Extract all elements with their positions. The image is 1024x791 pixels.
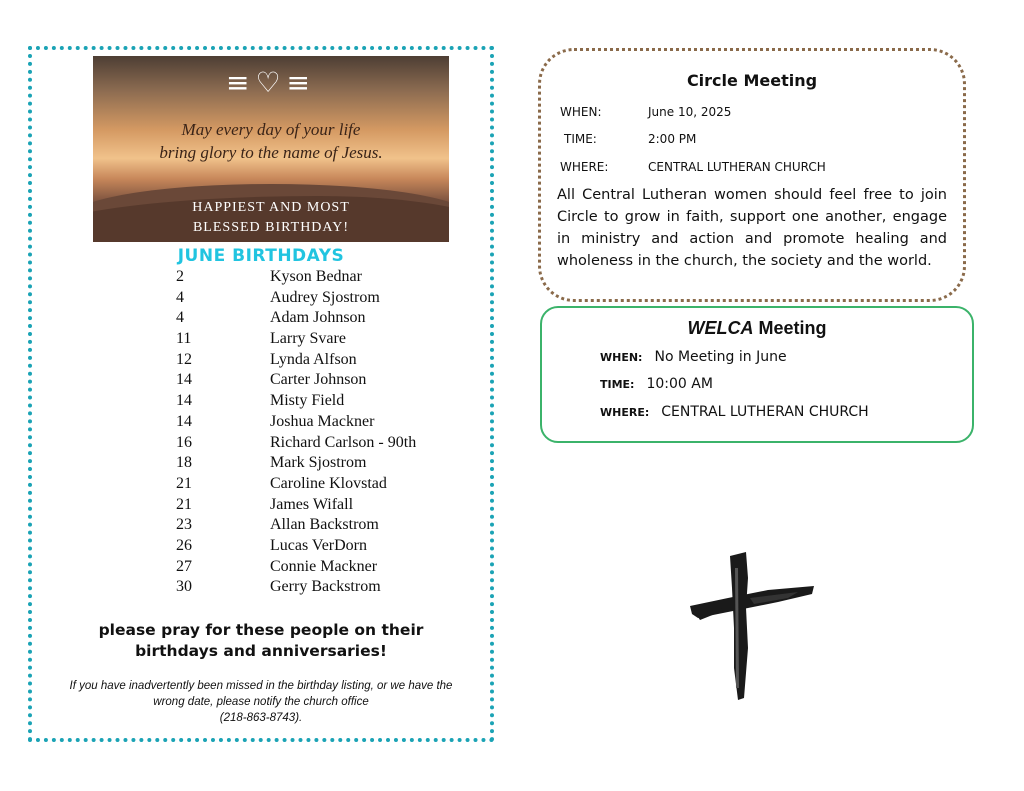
circle-where-value: CENTRAL LUTHERAN CHURCH xyxy=(648,160,826,174)
banner-wish-line1: HAPPIEST AND MOST xyxy=(192,200,350,215)
birthday-day: 12 xyxy=(176,350,192,368)
pray-line1: please pray for these people on their xyxy=(98,621,424,639)
birthday-name: Connie Mackner xyxy=(270,557,378,575)
birthday-banner-image xyxy=(93,56,449,242)
birthday-row xyxy=(32,413,490,434)
circle-where-label: WHERE: xyxy=(560,160,609,174)
birthday-name: Lynda Alfson xyxy=(270,350,357,368)
birthday-row xyxy=(32,454,490,475)
pray-line2: birthdays and anniversaries! xyxy=(135,642,387,660)
birthday-name: Lucas VerDorn xyxy=(270,536,368,554)
birthday-row xyxy=(32,371,490,392)
birthday-name: Richard Carlson - 90th xyxy=(270,433,417,451)
birthday-day: 4 xyxy=(176,288,184,306)
birthday-day: 21 xyxy=(176,495,192,513)
birthday-row xyxy=(32,392,490,413)
birthday-day: 21 xyxy=(176,474,192,492)
birthday-panel xyxy=(28,46,494,742)
circle-meeting-box xyxy=(538,48,966,302)
birthday-name: Joshua Mackner xyxy=(270,412,375,430)
birthday-name: Misty Field xyxy=(270,392,345,410)
welca-time-label: TIME: xyxy=(600,378,635,391)
birthday-name: Audrey Sjostrom xyxy=(270,288,380,306)
birthday-row xyxy=(32,578,490,599)
welca-meeting-box xyxy=(540,306,974,443)
birthday-row xyxy=(32,558,490,579)
birthday-name: Carter Johnson xyxy=(270,371,367,389)
birthday-day: 2 xyxy=(176,268,184,285)
birthday-name: Gerry Backstrom xyxy=(270,578,381,596)
welca-title-rest: Meeting xyxy=(753,318,827,338)
welca-when-label: WHEN: xyxy=(600,351,643,364)
missed-line2: wrong date, please notify the church office xyxy=(153,696,369,708)
banner-verse-line2: bring glory to the name of Jesus. xyxy=(159,143,383,162)
banner-verse xyxy=(93,118,449,164)
birthday-name: Adam Johnson xyxy=(270,309,366,327)
birthday-name: Kyson Bednar xyxy=(270,268,362,285)
missed-line1: If you have inadvertently been missed in the birthday listing, or we have the xyxy=(69,680,453,692)
birthday-day: 30 xyxy=(176,578,192,596)
welca-meeting-title xyxy=(542,318,972,339)
birthday-day: 16 xyxy=(176,433,192,451)
banner-verse-line1: May every day of your life xyxy=(181,120,361,139)
birthday-name: Mark Sjostrom xyxy=(270,454,367,472)
welca-when-row xyxy=(600,348,787,366)
birthday-day: 23 xyxy=(176,516,192,534)
birthday-name: Allan Backstrom xyxy=(270,516,379,534)
birthday-day: 4 xyxy=(176,309,184,327)
circle-description: All Central Lutheran women should feel free to join Circle to grow in faith, support one another, engage in ministry and action and promote healing and wholeness in the church, the society and the world. xyxy=(557,187,947,269)
circle-when-label: WHEN: xyxy=(560,105,602,119)
birthday-row xyxy=(32,268,490,289)
banner-wish xyxy=(93,198,449,238)
birthday-row xyxy=(32,330,490,351)
welca-title-em: WELCA xyxy=(687,318,754,338)
welca-time-row xyxy=(600,375,713,393)
welca-where-label: WHERE: xyxy=(600,406,650,419)
birthday-day: 14 xyxy=(176,412,192,430)
birthday-row xyxy=(32,516,490,537)
birthday-day: 11 xyxy=(176,330,192,348)
welca-where-row xyxy=(600,403,869,421)
birthday-row xyxy=(32,289,490,310)
cross-icon xyxy=(688,548,818,704)
birthday-row xyxy=(32,309,490,330)
birthday-row xyxy=(32,351,490,372)
birthday-name: Caroline Klovstad xyxy=(270,474,387,492)
birthday-row xyxy=(32,475,490,496)
birthday-day: 14 xyxy=(176,392,192,410)
birthday-day: 18 xyxy=(176,454,192,472)
missed-listing-note xyxy=(42,678,480,726)
birthday-row xyxy=(32,496,490,517)
circle-time-value: 2:00 PM xyxy=(648,132,697,146)
circle-when-value: June 10, 2025 xyxy=(648,105,732,119)
birthday-list xyxy=(32,268,490,599)
birthday-day: 14 xyxy=(176,371,192,389)
birthday-day: 27 xyxy=(176,557,192,575)
pray-message xyxy=(32,620,490,662)
welca-when-value: No Meeting in June xyxy=(654,349,787,365)
birthday-day: 26 xyxy=(176,536,192,554)
birthday-row xyxy=(32,537,490,558)
welca-time-value: 10:00 AM xyxy=(646,376,713,392)
heart-icon: ≡♡≡ xyxy=(225,66,317,99)
circle-meeting-title: Circle Meeting xyxy=(686,71,818,90)
birthday-name: James Wifall xyxy=(270,495,354,513)
birthday-row xyxy=(32,434,490,455)
birthdays-title: JUNE BIRTHDAYS xyxy=(177,246,345,266)
welca-where-value: CENTRAL LUTHERAN CHURCH xyxy=(661,404,869,420)
missed-line3: (218-863-8743). xyxy=(219,712,303,724)
banner-wish-line2: BLESSED BIRTHDAY! xyxy=(192,220,350,235)
circle-time-label: TIME: xyxy=(564,132,597,146)
birthday-name: Larry Svare xyxy=(270,330,346,348)
